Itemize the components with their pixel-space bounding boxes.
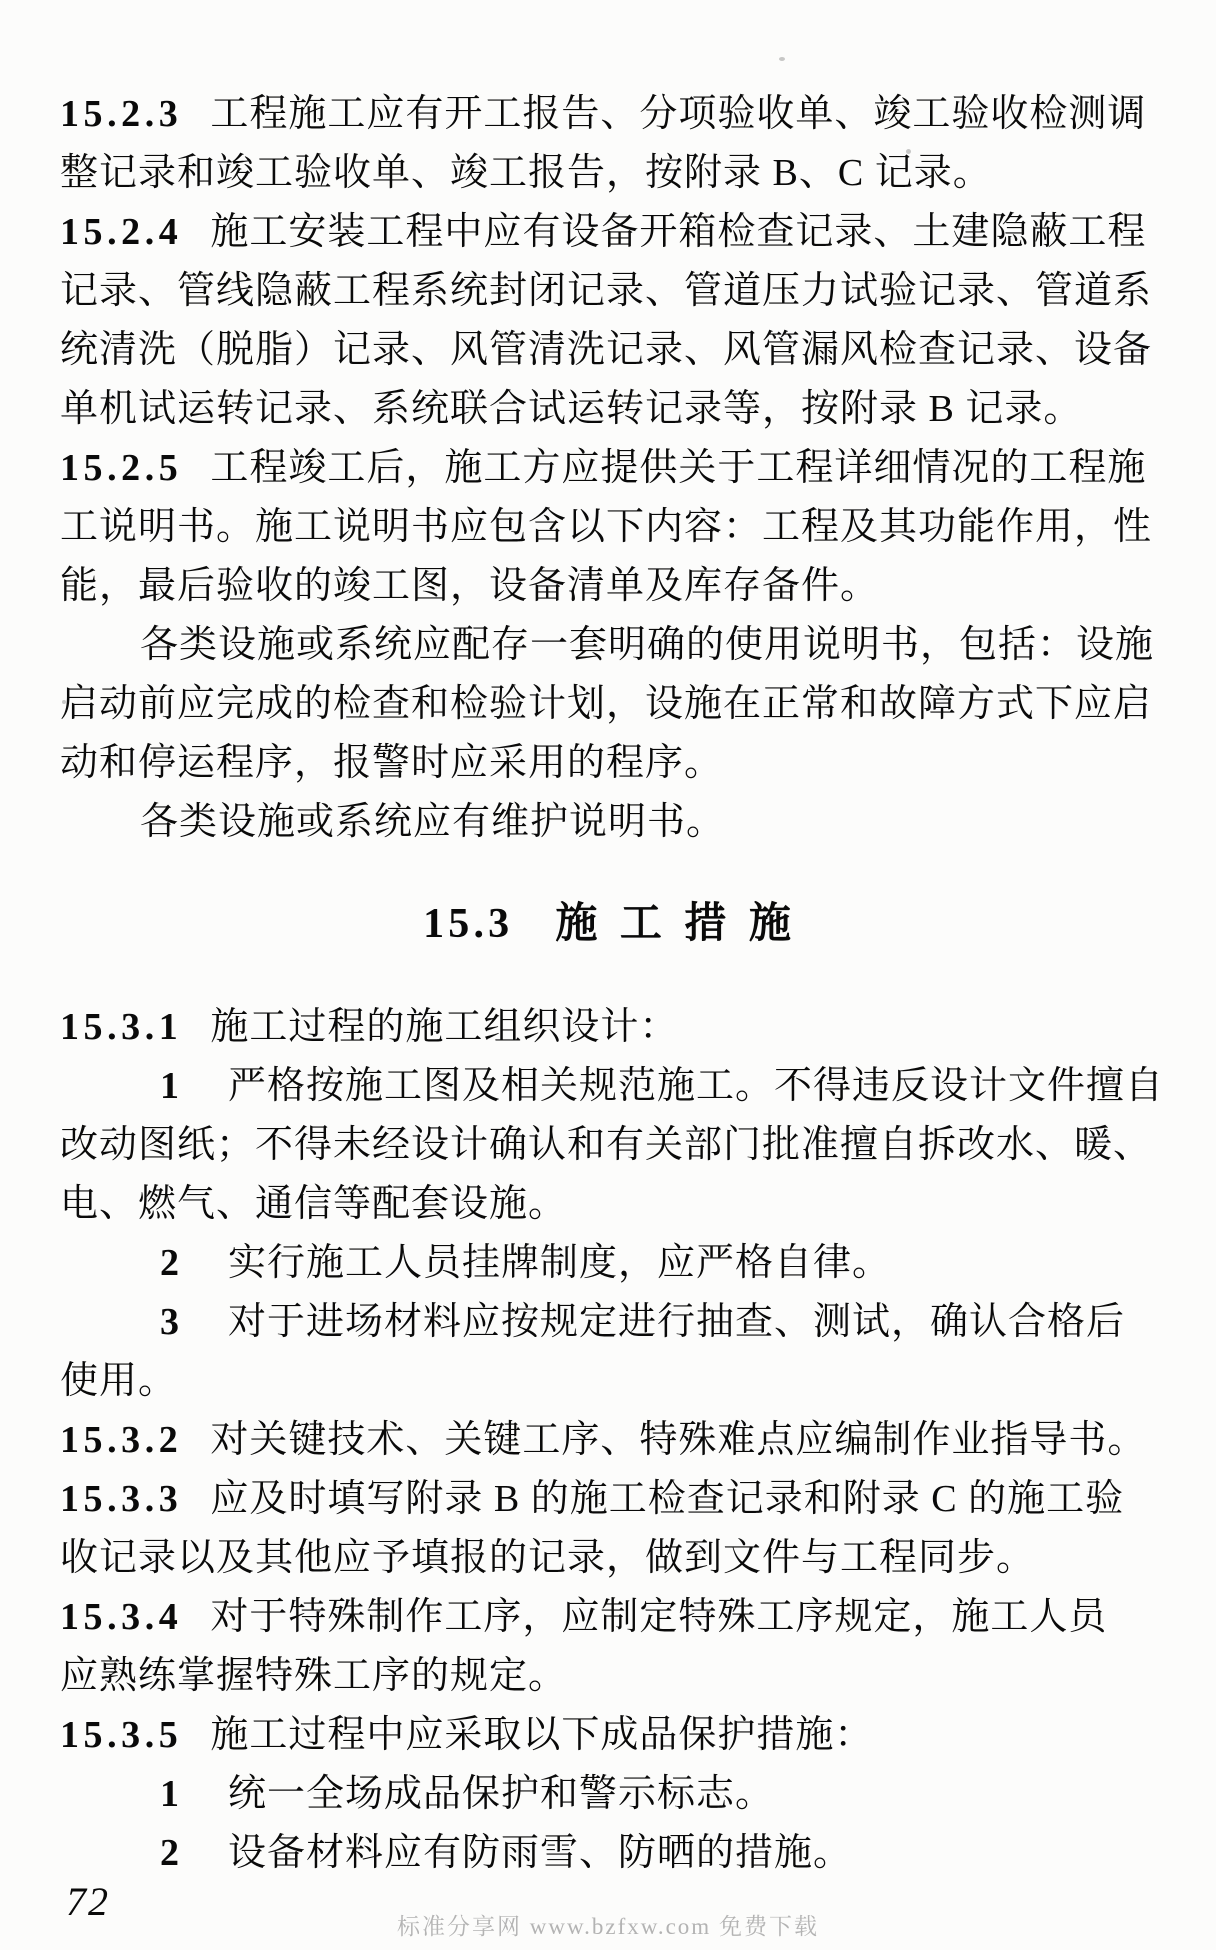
text-line — [60, 1824, 1160, 1883]
line-text: 施工安装工程中应有设备开箱检查记录、土建隐蔽工程 — [210, 211, 1147, 253]
line-text: 动和停运程序，报警时应采用的程序。 — [60, 742, 724, 784]
text-line — [60, 1352, 1160, 1411]
text-line — [60, 998, 1160, 1057]
text-column — [60, 85, 1165, 1883]
text-line — [60, 1411, 1160, 1470]
page-number: 72 — [66, 1879, 110, 1924]
clause-number: 15.3.1 — [60, 1006, 183, 1048]
line-text: 工说明书。施工说明书应包含以下内容：工程及其功能作用，性 — [60, 506, 1153, 548]
clause-number: 15.2.5 — [60, 447, 183, 489]
text-line — [60, 1588, 1160, 1647]
text-line — [60, 793, 1160, 852]
line-text: 能，最后验收的竣工图，设备清单及库存备件。 — [60, 565, 880, 607]
text-line — [60, 1057, 1165, 1116]
line-text: 启动前应完成的检查和检验计划，设施在正常和故障方式下应启 — [60, 683, 1153, 725]
text-line — [60, 439, 1160, 498]
line-text: 严格按施工图及相关规范施工。不得违反设计文件擅自 — [228, 1065, 1165, 1107]
list-item-number: 1 — [160, 1773, 180, 1815]
line-text: 各类设施或系统应有维护说明书。 — [140, 801, 726, 843]
clause-number: 15.3.3 — [60, 1478, 183, 1520]
line-text: 对于进场材料应按规定进行抽查、测试，确认合格后 — [228, 1301, 1126, 1343]
text-line — [60, 380, 1160, 439]
list-item-number: 1 — [160, 1065, 180, 1107]
line-text: 统清洗（脱脂）记录、风管清洗记录、风管漏风检查记录、设备 — [60, 329, 1153, 371]
text-line — [60, 1293, 1160, 1352]
text-line — [60, 1234, 1160, 1293]
line-text: 记录、管线隐蔽工程系统封闭记录、管道压力试验记录、管道系 — [60, 270, 1153, 312]
list-item-number: 2 — [160, 1242, 180, 1284]
list-item-number: 2 — [160, 1832, 180, 1874]
clause-number: 15.3.2 — [60, 1419, 183, 1461]
text-line — [60, 203, 1160, 262]
text-line — [60, 1529, 1160, 1588]
line-text: 单机试运转记录、系统联合试运转记录等，按附录 B 记录。 — [60, 388, 1083, 430]
text-line — [60, 144, 1160, 203]
line-text: 应熟练掌握特殊工序的规定。 — [60, 1655, 568, 1697]
section-heading — [60, 894, 1160, 954]
line-text: 改动图纸；不得未经设计确认和有关部门批准擅自拆改水、暖、 — [60, 1124, 1153, 1166]
text-line — [60, 1765, 1160, 1824]
line-text: 实行施工人员挂牌制度，应严格自律。 — [228, 1242, 892, 1284]
list-item-number: 3 — [160, 1301, 180, 1343]
line-text: 整记录和竣工验收单、竣工报告，按附录 B、C 记录。 — [60, 152, 992, 194]
line-text: 对关键技术、关键工序、特殊难点应编制作业指导书。 — [210, 1419, 1147, 1461]
clause-number: 15.2.3 — [60, 93, 183, 135]
line-text: 电、燃气、通信等配套设施。 — [60, 1183, 568, 1225]
text-line — [60, 734, 1160, 793]
line-text: 工程施工应有开工报告、分项验收单、竣工验收检测调 — [210, 93, 1147, 135]
clause-number: 15.3.4 — [60, 1596, 183, 1638]
text-line — [60, 1116, 1160, 1175]
text-line — [60, 557, 1160, 616]
line-text: 设备材料应有防雨雪、防晒的措施。 — [228, 1832, 853, 1874]
text-line — [60, 1470, 1160, 1529]
text-line — [60, 85, 1160, 144]
line-text: 施工过程中应采取以下成品保护措施： — [210, 1714, 874, 1756]
clause-number: 15.2.4 — [60, 211, 183, 253]
text-line — [60, 498, 1160, 557]
line-text: 各类设施或系统应配存一套明确的使用说明书，包括：设施 — [140, 624, 1155, 666]
clause-number: 15.3.5 — [60, 1714, 183, 1756]
line-text: 收记录以及其他应予填报的记录，做到文件与工程同步。 — [60, 1537, 1036, 1579]
line-text: 对于特殊制作工序，应制定特殊工序规定，施工人员 — [210, 1596, 1108, 1638]
section-title: 施 工 措 施 — [555, 901, 797, 947]
line-text: 施工过程的施工组织设计： — [210, 1006, 679, 1048]
text-line — [60, 1647, 1160, 1706]
text-line — [60, 616, 1160, 675]
line-text: 使用。 — [60, 1360, 178, 1402]
section-number: 15.3 — [423, 901, 514, 947]
line-text: 统一全场成品保护和警示标志。 — [228, 1773, 775, 1815]
text-line — [60, 1706, 1160, 1765]
line-text: 工程竣工后，施工方应提供关于工程详细情况的工程施 — [210, 447, 1147, 489]
line-text: 应及时填写附录 B 的施工检查记录和附录 C 的施工验 — [210, 1478, 1125, 1520]
text-line — [60, 1175, 1160, 1234]
text-line — [60, 262, 1160, 321]
text-line — [60, 675, 1160, 734]
watermark-text: 标准分享网 www.bzfxw.com 免费下载 — [397, 1914, 819, 1939]
scan-artifact — [779, 57, 785, 61]
text-line — [60, 321, 1160, 380]
